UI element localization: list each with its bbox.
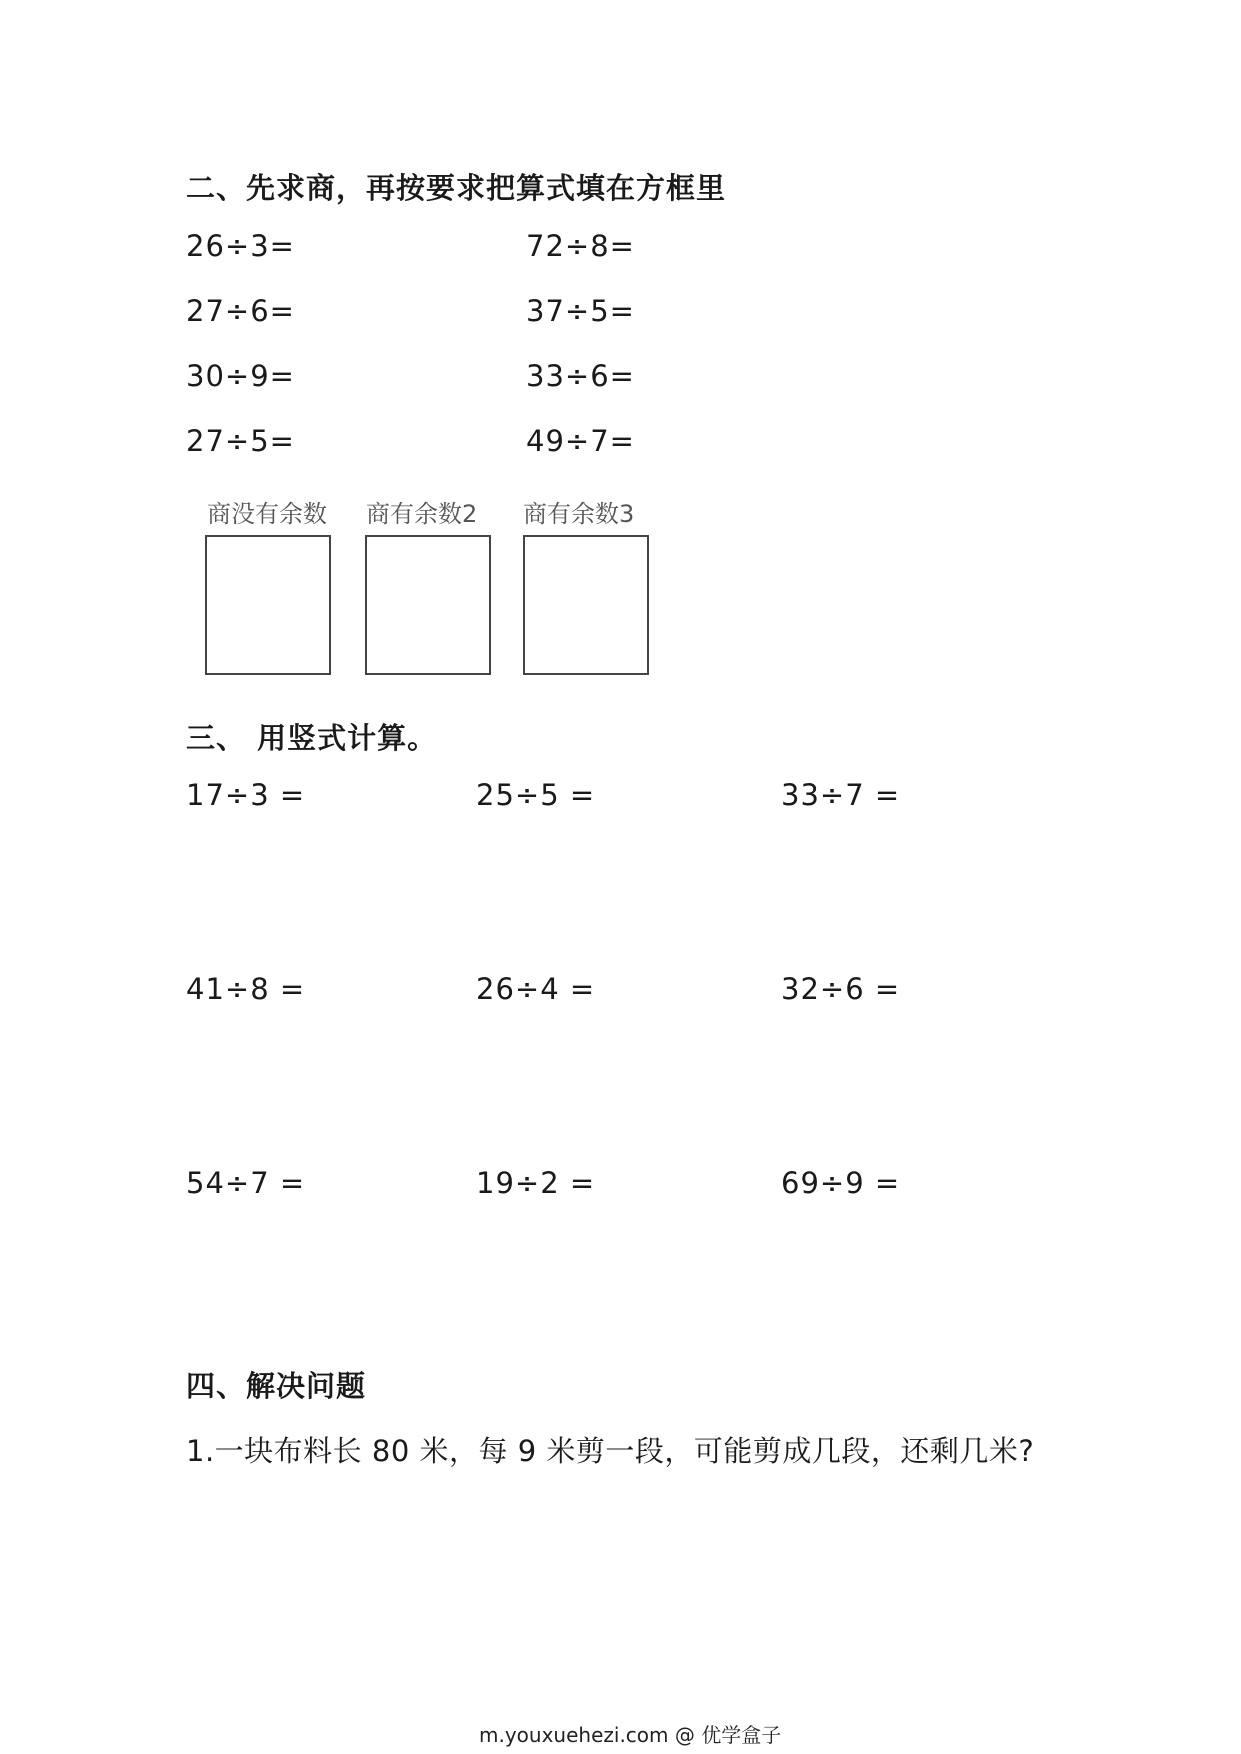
vertical-calc-item: 17÷3 = — [186, 778, 306, 812]
vertical-calc-item: 54÷7 = — [186, 1166, 306, 1200]
division-item: 30÷9= — [186, 359, 295, 393]
box-label-remainder-3: 商有余数3 — [523, 500, 635, 528]
division-item: 27÷5= — [186, 424, 295, 458]
section4-title: 四、解决问题 — [186, 1369, 367, 1403]
vertical-calc-item: 41÷8 = — [186, 972, 306, 1006]
word-problem-1: 1.一块布料长 80 米，每 9 米剪一段，可能剪成几段，还剩几米? — [186, 1434, 1035, 1468]
section3-title: 三、 用竖式计算。 — [186, 721, 438, 755]
division-item: 26÷3= — [186, 229, 295, 263]
division-item: 37÷5= — [526, 294, 635, 328]
box-label-remainder-2: 商有余数2 — [366, 500, 478, 528]
box-label-no-remainder: 商没有余数 — [207, 500, 327, 528]
vertical-calc-item: 26÷4 = — [476, 972, 596, 1006]
vertical-calc-item: 19÷2 = — [476, 1166, 596, 1200]
footer-watermark: m.youxuehezi.com @ 优学盒子 — [479, 1723, 782, 1747]
answer-box-remainder-3[interactable] — [523, 535, 649, 675]
answer-box-no-remainder[interactable] — [205, 535, 331, 675]
section2-title: 二、先求商，再按要求把算式填在方框里 — [186, 171, 727, 205]
division-item: 33÷6= — [526, 359, 635, 393]
answer-box-remainder-2[interactable] — [365, 535, 491, 675]
division-item: 49÷7= — [526, 424, 635, 458]
division-item: 72÷8= — [526, 229, 635, 263]
vertical-calc-item: 25÷5 = — [476, 778, 596, 812]
division-item: 27÷6= — [186, 294, 295, 328]
vertical-calc-item: 32÷6 = — [781, 972, 901, 1006]
vertical-calc-item: 33÷7 = — [781, 778, 901, 812]
vertical-calc-item: 69÷9 = — [781, 1166, 901, 1200]
